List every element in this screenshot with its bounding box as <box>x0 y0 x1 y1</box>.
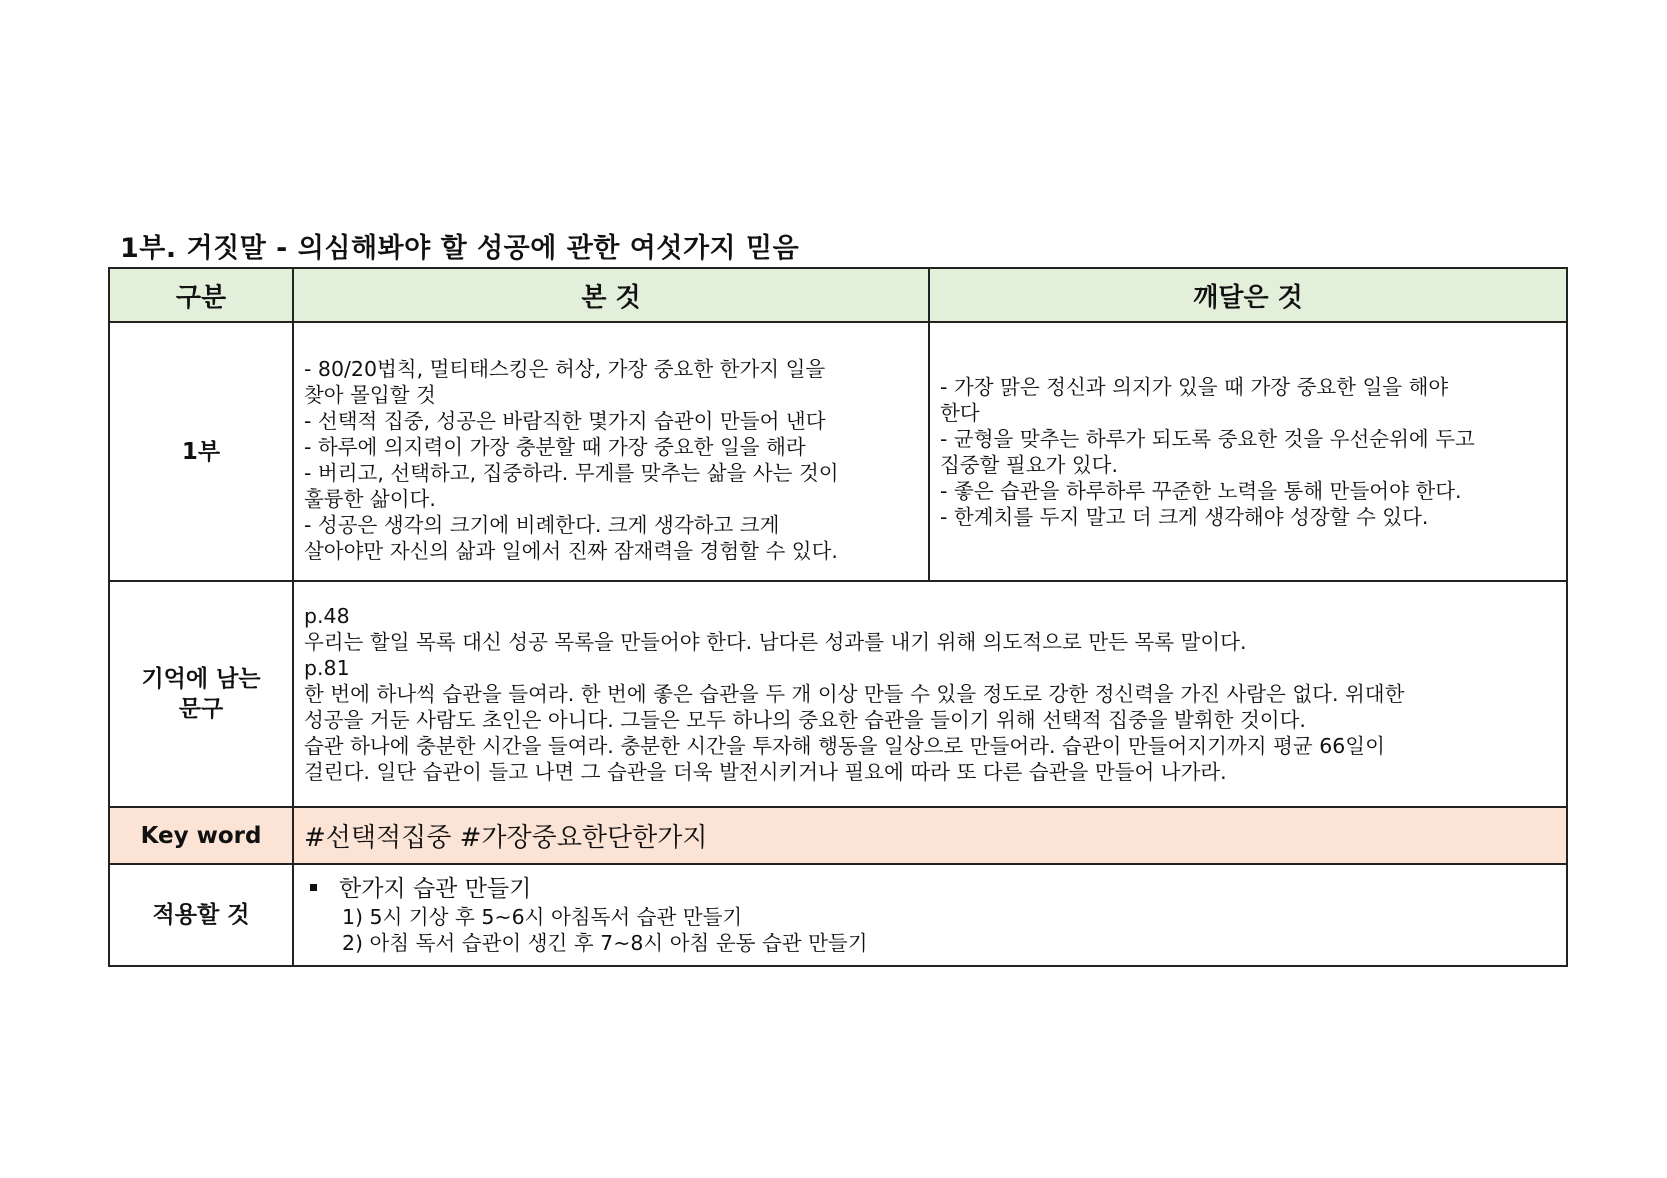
memorable-label-line: 기억에 남는 <box>141 666 261 692</box>
part1-label: 1부 <box>109 322 293 581</box>
part1-learned-cell <box>929 322 1567 581</box>
quote-line: 습관 하나에 충분한 시간을 들여라. 충분한 시간을 투자해 행동을 일상으로 만들어라. 습관이 만들어지기까지 평균 66일이 <box>304 734 1385 758</box>
memorable-label <box>109 581 293 807</box>
memorable-label-line: 문구 <box>178 696 224 722</box>
learned-line: - 가장 맑은 정신과 의지가 있을 때 가장 중요한 일을 해야 <box>940 374 1449 399</box>
apply-sub-item: 1) 5시 기상 후 5~6시 아침독서 습관 만들기 <box>342 905 743 929</box>
quote-line: 한 번에 하나씩 습관을 들여라. 한 번에 좋은 습관을 두 개 이상 만들 수 있을 정도로 강한 정신력을 가진 사람은 없다. 위대한 <box>304 682 1405 706</box>
seen-line: 살아야만 자신의 삶과 일에서 진짜 잠재력을 경험할 수 있다. <box>304 538 838 563</box>
seen-line: - 선택적 집중, 성공은 바람직한 몇가지 습관이 만들어 낸다 <box>304 408 826 433</box>
quote-line: p.48 <box>304 604 350 628</box>
quote-line: 우리는 할일 목록 대신 성공 목록을 만들어야 한다. 남다른 성과를 내기 위해 의도적으로 만든 목록 말이다. <box>304 630 1247 654</box>
apply-sub-item: 2) 아침 독서 습관이 생긴 후 7~8시 아침 운동 습관 만들기 <box>342 931 868 955</box>
apply-bullet-item <box>304 874 1556 904</box>
seen-line: - 80/20법칙, 멀티태스킹은 허상, 가장 중요한 한가지 일을 <box>304 356 826 381</box>
apply-row <box>109 864 1567 966</box>
apply-label: 적용할 것 <box>109 864 293 966</box>
quote-line: p.81 <box>304 656 350 680</box>
header-learned: 깨달은 것 <box>929 268 1567 322</box>
reading-notes-table <box>108 267 1568 967</box>
learned-line: - 한계치를 두지 말고 더 크게 생각해야 성장할 수 있다. <box>940 504 1429 529</box>
seen-line: - 버리고, 선택하고, 집중하라. 무게를 맞추는 삶을 사는 것이 <box>304 460 839 485</box>
learned-line: 집중할 필요가 있다. <box>940 452 1118 477</box>
apply-cell <box>293 864 1567 966</box>
page-title: 1부. 거짓말 - 의심해봐야 할 성공에 관한 여섯가지 믿음 <box>120 233 800 264</box>
seen-line: - 성공은 생각의 크기에 비례한다. 크게 생각하고 크게 <box>304 512 780 537</box>
learned-line: 한다 <box>940 400 980 425</box>
quote-line: 걸린다. 일단 습관이 들고 나면 그 습관을 더욱 발전시키거나 필요에 따라 또 다른 습관을 만들어 나가라. <box>304 760 1227 784</box>
keyword-text: #선택적집중 #가장중요한단한가지 <box>293 807 1567 864</box>
part1-seen-cell <box>293 322 929 581</box>
apply-bullet-text: 한가지 습관 만들기 <box>339 876 532 902</box>
keyword-label: Key word <box>109 807 293 864</box>
square-bullet-icon <box>310 884 317 891</box>
part1-row <box>109 322 1567 581</box>
header-seen: 본 것 <box>293 268 929 322</box>
memorable-row <box>109 581 1567 807</box>
memorable-quote-cell <box>293 581 1567 807</box>
seen-line: 찾아 몰입할 것 <box>304 382 436 407</box>
header-category: 구분 <box>109 268 293 322</box>
keyword-row <box>109 807 1567 864</box>
learned-line: - 균형을 맞추는 하루가 되도록 중요한 것을 우선순위에 두고 <box>940 426 1475 451</box>
seen-line: 훌륭한 삶이다. <box>304 486 436 511</box>
seen-line: - 하루에 의지력이 가장 충분할 때 가장 중요한 일을 해라 <box>304 434 806 459</box>
header-row <box>109 268 1567 322</box>
learned-line: - 좋은 습관을 하루하루 꾸준한 노력을 통해 만들어야 한다. <box>940 478 1462 503</box>
quote-line: 성공을 거둔 사람도 초인은 아니다. 그들은 모두 하나의 중요한 습관을 들이기 위해 선택적 집중을 발휘한 것이다. <box>304 708 1306 732</box>
